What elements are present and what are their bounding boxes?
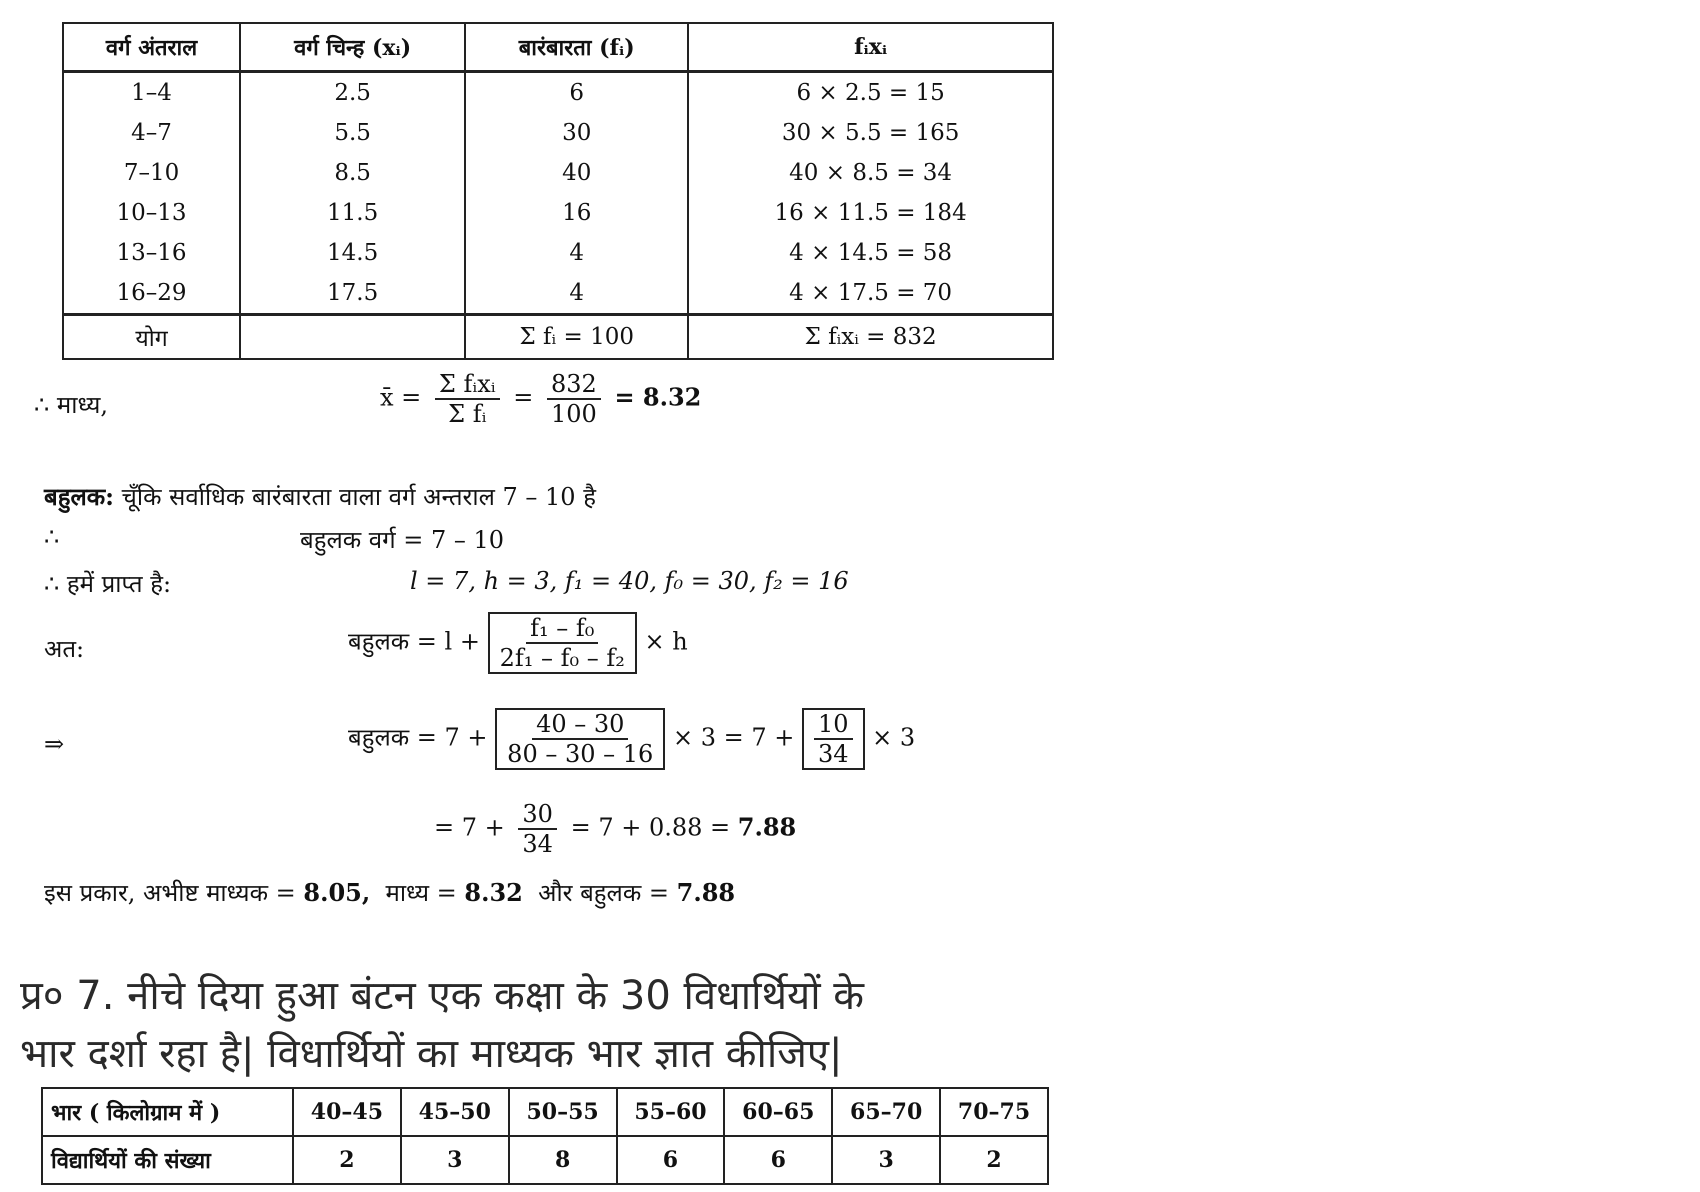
mean-label: ∴ माध्य, xyxy=(34,391,109,419)
table-cell: 4 × 14.5 = 58 xyxy=(688,233,1053,273)
summary-mean-value: 8.32 xyxy=(464,878,523,907)
summary-median-label: इस प्रकार, अभीष्ट माध्यक = xyxy=(44,879,296,907)
table-cell: 7–10 xyxy=(63,153,240,193)
formula-lhs: बहुलक = l + xyxy=(348,627,480,656)
result-lhs: = 7 + xyxy=(434,813,505,842)
substitution-denominator-2: 34 xyxy=(817,740,849,768)
mean-lhs: x̄ = xyxy=(380,383,422,412)
summary-mode-label: और बहुलक = xyxy=(538,879,669,907)
student-count-cell: 2 xyxy=(940,1136,1048,1184)
total-label: योग xyxy=(63,315,240,360)
implies-symbol: ⇒ xyxy=(44,730,65,758)
table-cell: 30 xyxy=(465,113,688,153)
total-frequency: Σ fᵢ = 100 xyxy=(465,315,688,360)
weight-range-cell: 50–55 xyxy=(509,1088,617,1136)
student-count-cell: 6 xyxy=(617,1136,725,1184)
mean-denominator-2: 100 xyxy=(550,400,597,428)
student-count-cell: 6 xyxy=(724,1136,832,1184)
substitution-rhs: × 3 xyxy=(872,723,916,752)
header-fixi: fᵢxᵢ xyxy=(688,23,1053,72)
table-cell: 2.5 xyxy=(240,72,465,114)
weight-range-cell: 45–50 xyxy=(401,1088,509,1136)
frequency-table xyxy=(62,22,1054,360)
mode-result-line xyxy=(434,800,796,858)
table-cell: 8.5 xyxy=(240,153,465,193)
table-cell: 40 × 8.5 = 34 xyxy=(688,153,1053,193)
mode-intro xyxy=(44,480,596,513)
formula-denominator: 2f₁ – f₀ – f₂ xyxy=(499,644,625,672)
weight-range-cell: 70–75 xyxy=(940,1088,1048,1136)
substitution-denominator: 80 – 30 – 16 xyxy=(507,740,654,768)
substitution-lhs: बहुलक = 7 + xyxy=(348,723,488,752)
weight-distribution-table xyxy=(41,1087,1049,1185)
header-class-interval: वर्ग अंतराल xyxy=(63,23,240,72)
summary-mode-value: 7.88 xyxy=(676,878,736,907)
modal-class: बहुलक वर्ग = 7 – 10 xyxy=(300,526,505,554)
summary-median-value: 8.05, xyxy=(303,878,371,907)
mode-substitution xyxy=(348,708,915,770)
total-fixi: Σ fᵢxᵢ = 832 xyxy=(688,315,1053,360)
table-row xyxy=(63,233,1053,273)
mean-fraction-2 xyxy=(547,370,601,428)
table-cell: 5.5 xyxy=(240,113,465,153)
table-cell: 30 × 5.5 = 165 xyxy=(688,113,1053,153)
table-cell: 4 xyxy=(465,233,688,273)
student-count-cell: 3 xyxy=(401,1136,509,1184)
weight-range-cell: 40–45 xyxy=(293,1088,401,1136)
weight-range-cell: 60–65 xyxy=(724,1088,832,1136)
weight-label: भार ( किलोग्राम में ) xyxy=(42,1088,293,1136)
table-row xyxy=(63,193,1053,233)
hence-label: अत: xyxy=(44,635,85,663)
mode-parameters: l = 7, h = 3, f₁ = 40, f₀ = 30, f₂ = 16 xyxy=(410,567,849,595)
student-count-cell: 8 xyxy=(509,1136,617,1184)
weight-range-cell: 55–60 xyxy=(617,1088,725,1136)
table-cell: 16 xyxy=(465,193,688,233)
table-row xyxy=(63,72,1053,114)
mode-formula xyxy=(348,612,688,674)
mean-equation xyxy=(380,370,701,428)
table-cell: 16 × 11.5 = 184 xyxy=(688,193,1053,233)
summary-line xyxy=(44,876,735,909)
table-cell: 4–7 xyxy=(63,113,240,153)
table-cell: 11.5 xyxy=(240,193,465,233)
header-frequency: बारंबारता (fᵢ) xyxy=(465,23,688,72)
table-cell: 6 xyxy=(465,72,688,114)
table-cell: 17.5 xyxy=(240,273,465,315)
weight-row xyxy=(42,1088,1048,1136)
table-total-row xyxy=(63,315,1053,360)
mean-fraction xyxy=(435,370,500,428)
mean-numerator-2: 832 xyxy=(547,370,601,400)
table-row xyxy=(63,153,1053,193)
mode-intro-text: चूँकि सर्वाधिक बारंबारता वाला वर्ग अन्तराल 7 – 10 है xyxy=(121,483,596,511)
mean-numerator: Σ fᵢxᵢ xyxy=(435,370,500,400)
header-class-mark: वर्ग चिन्ह (xᵢ) xyxy=(240,23,465,72)
table-header-row xyxy=(63,23,1053,72)
result-denominator: 34 xyxy=(522,830,553,858)
formula-numerator: f₁ – f₀ xyxy=(526,614,598,644)
student-count-cell: 3 xyxy=(832,1136,940,1184)
table-cell: 10–13 xyxy=(63,193,240,233)
substitution-numerator-2: 10 xyxy=(814,710,853,740)
table-cell: 4 xyxy=(465,273,688,315)
students-label: विद्यार्थियों की संख्या xyxy=(42,1136,293,1184)
table-row xyxy=(63,113,1053,153)
students-row xyxy=(42,1136,1048,1184)
mode-label: बहुलक: xyxy=(44,482,115,511)
substitution-bracket-2 xyxy=(802,708,865,770)
table-cell: 40 xyxy=(465,153,688,193)
substitution-mid: × 3 = 7 + xyxy=(672,723,795,752)
result-rhs: = 7 + 0.88 = xyxy=(570,813,731,842)
table-cell: 6 × 2.5 = 15 xyxy=(688,72,1053,114)
substitution-bracket xyxy=(495,708,665,770)
formula-bracket xyxy=(488,612,637,674)
table-cell: 14.5 xyxy=(240,233,465,273)
therefore-symbol: ∴ xyxy=(44,523,60,551)
table-cell: 4 × 17.5 = 70 xyxy=(688,273,1053,315)
table-cell: 16–29 xyxy=(63,273,240,315)
result-numerator: 30 xyxy=(518,800,557,830)
we-get-label: ∴ हमें प्राप्त है: xyxy=(44,570,172,598)
student-count-cell: 2 xyxy=(293,1136,401,1184)
mean-equals: = xyxy=(513,383,534,412)
mean-denominator: Σ fᵢ xyxy=(448,400,487,428)
table-cell: 1–4 xyxy=(63,72,240,114)
weight-range-cell: 65–70 xyxy=(832,1088,940,1136)
table-cell: 13–16 xyxy=(63,233,240,273)
total-empty xyxy=(240,315,465,360)
question-line-2: भार दर्शा रहा है| विधार्थियों का माध्यक भार ज्ञात कीजिए| xyxy=(20,1031,843,1077)
table-row xyxy=(63,273,1053,315)
formula-rhs: × h xyxy=(644,627,688,656)
mean-result: = 8.32 xyxy=(614,382,702,412)
substitution-numerator: 40 – 30 xyxy=(532,710,628,740)
mode-result: 7.88 xyxy=(737,812,797,842)
summary-mean-label: माध्य = xyxy=(385,879,457,907)
question-line-1: प्र० 7. नीचे दिया हुआ बंटन एक कक्षा के 30 विधार्थियों के xyxy=(20,973,865,1019)
